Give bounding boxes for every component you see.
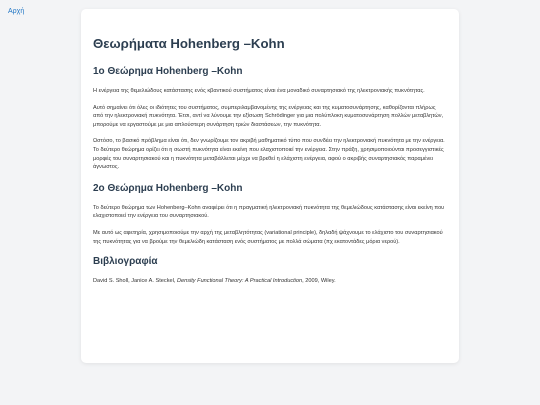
page-title: Θεωρήματα Hohenberg –Kohn <box>93 36 285 51</box>
paragraph: Με αυτό ως αφετηρία, χρησιμοποιούμε την αρχή της μεταβλητότητας (variational principle), δηλαδή ψάχνουμε το ελάχιστο του συναρτησιακού της πυκνότητας για να βρούμε την θεμελιώδη κατάσταση ενός συστήματος με πολλά σώματα (πχ εκατοντάδες μόρια νερού). <box>93 229 443 245</box>
home-link[interactable]: Αρχή <box>8 8 25 15</box>
paragraph: Αυτό σημαίνει ότι όλες οι ιδιότητες του συστήματος, συμπεριλαμβανομένης της ενέργειας και της κυματοσυνάρτησης, καθορίζονται πλήρως από την ηλεκτρονιακή πυκνότητα. Έτσι, αντί να λύνουμε την εξίσωση Schrödinger για μια πολύπλοκη κυματοσυνάρτηση πολλών μεταβλητών, μπορούμε να εργαστούμε με μια απλούστερη συνάρτηση τριών διαστάσεων, την πυκνότητα. <box>93 104 444 128</box>
bibliography-details: , 2009, Wiley. <box>302 278 336 285</box>
bibliography-entry <box>93 277 447 286</box>
paragraph: Η ενέργεια της θεμελιώδους κατάστασης ενός κβαντικού συστήματος είναι ένα μοναδικό συναρτησιακό της ηλεκτρονιακής πυκνότητας. <box>93 88 425 94</box>
paragraph: Ωστόσο, το βασικό πρόβλημα είναι ότι, δεν γνωρίζουμε τον ακριβή μαθηματικό τύπο που συνδέει την ηλεκτρονιακή πυκνότητα με την ενέργεια. Το δεύτερο θεώρημα ορίζει ότι η σωστή πυκνότητα είναι εκείνη που ελαχιστοποιεί την ενέργεια. Στην πράξη, χρησιμοποιούνται προσεγγιστικές μορφές του συναρτησιακού και η πυκνότητα μεταβάλλεται μέχρι να βρεθεί η ελάχιστη ενέργεια, αφού ο ακριβής συναρτησιακός παραμένει άγνωστος. <box>93 138 445 171</box>
section-heading-theorem-1: 1ο Θεώρημα Hohenberg –Kohn <box>93 66 243 77</box>
article-card <box>81 9 459 363</box>
bibliography-authors: David S. Sholl, Janice A. Steckel, <box>93 278 177 285</box>
paragraph: Το δεύτερο θεώρημα των Hohenberg–Kohn αναφέρει ότι η πραγματική ηλεκτρονιακή πυκνότητα της θεμελιώδους κατάστασης είναι εκείνη που ελαχιστοποιεί την ενέργεια του συναρτησιακού. <box>93 204 445 220</box>
section-heading-bibliography: Βιβλιογραφία <box>93 256 158 268</box>
section-heading-theorem-2: 2ο Θεώρημα Hohenberg –Kohn <box>93 182 243 194</box>
bibliography-book-title: Density Functional Theory: A Practical Introduction <box>176 278 303 285</box>
